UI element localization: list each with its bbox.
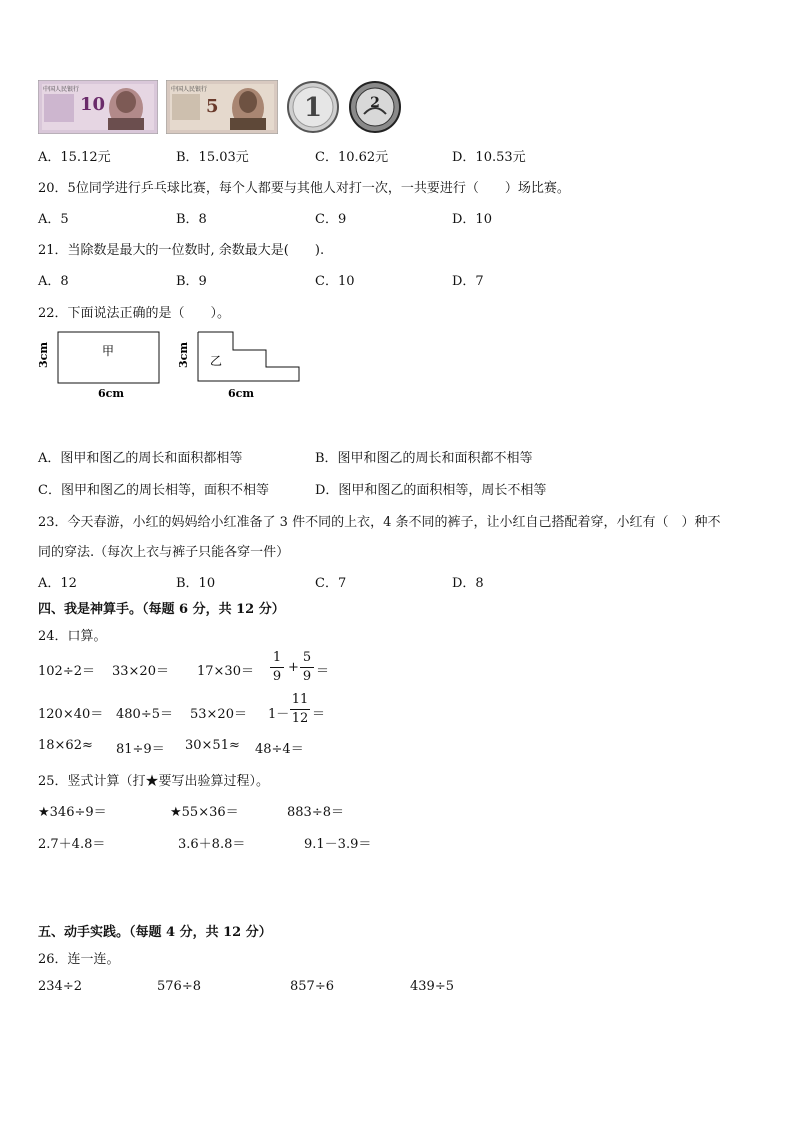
mental-calc-item: 480÷5＝: [116, 707, 173, 722]
q19-option-b[interactable]: B．15.03元: [176, 150, 249, 165]
note-value-text: 5: [206, 96, 219, 117]
question-21-text: 21．当除数是最大的一位数时, 余数最大是( ).: [38, 243, 325, 258]
q20-option-a[interactable]: A．5: [38, 212, 69, 227]
section-5-title: 五、动手实践。（每题 4 分，共 12 分）: [38, 925, 272, 940]
q21-option-a[interactable]: A．8: [38, 274, 69, 289]
vertical-calc-item: 3.6＋8.8＝: [178, 837, 246, 852]
figure-yi-height-label: 3cm: [177, 342, 190, 368]
q20-option-b[interactable]: B．8: [176, 212, 207, 227]
question-26-title: 26．连一连。: [38, 952, 120, 967]
q19-option-c[interactable]: C．10.62元: [315, 150, 389, 165]
figure-yi-width-label: 6cm: [228, 387, 254, 400]
fraction-eleven-twelfths: 11 12: [291, 692, 309, 726]
question-23-text-line2: 同的穿法.（每次上衣与裤子只能各穿一件）: [38, 545, 290, 560]
figure-jia-height-label: 3cm: [37, 342, 50, 368]
question-25-title: 25．竖式计算（打★要写出验算过程）。: [38, 774, 270, 789]
q22-option-c[interactable]: C．图甲和图乙的周长相等，面积不相等: [38, 483, 269, 498]
mental-calc-item: 48÷4＝: [255, 742, 304, 757]
figure-yi: [175, 330, 305, 402]
fraction-five-ninths: 5 9: [300, 650, 314, 685]
question-23-text-line1: 23．今天春游，小红的妈妈给小红准备了 3 件不同的上衣，4 条不同的裤子，让小红自己搭配着穿，小红有（ ）种不: [38, 515, 721, 530]
coin-value-text: 1: [303, 93, 323, 123]
mental-calc-item: 81÷9＝: [116, 742, 165, 757]
mental-calc-item: 18×62≈: [38, 738, 93, 753]
question-20-text: 20．5位同学进行乒乓球比赛，每个人都要与其他人对打一次，一共要进行（ ）场比赛。: [38, 181, 570, 196]
q21-option-b[interactable]: B．9: [176, 274, 207, 289]
mental-calc-item: 17×30＝: [197, 664, 254, 679]
one-minus: 1－: [268, 707, 290, 722]
note-value-text: 10: [80, 94, 106, 115]
note-header-text: 中国人民银行: [43, 86, 80, 93]
plus-sign: +: [288, 660, 299, 675]
two-fen-coin-image: [348, 80, 402, 134]
figure-jia-width-label: 6cm: [98, 387, 124, 400]
coin-value-text: 2: [370, 95, 380, 111]
equals-sign: ＝: [316, 664, 330, 679]
matching-item[interactable]: 576÷8: [157, 979, 201, 994]
vertical-calc-item: ★346÷9＝: [38, 805, 107, 820]
figure-jia: [36, 330, 166, 402]
q22-option-d[interactable]: D．图甲和图乙的面积相等，周长不相等: [315, 483, 547, 498]
q21-option-c[interactable]: C．10: [315, 274, 355, 289]
q20-option-d[interactable]: D．10: [452, 212, 492, 227]
mental-calc-item: 102÷2＝: [38, 664, 95, 679]
note-header-text: 中国人民银行: [171, 86, 208, 93]
vertical-calc-item: ★55×36＝: [170, 805, 239, 820]
figure-jia-label: 甲: [102, 344, 115, 358]
mental-calc-item: 30×51≈: [185, 738, 240, 753]
mental-calc-item: 53×20＝: [190, 707, 247, 722]
q19-option-a[interactable]: A．15.12元: [38, 150, 111, 165]
matching-item[interactable]: 234÷2: [38, 979, 82, 994]
q22-option-a[interactable]: A．图甲和图乙的周长和面积都相等: [38, 451, 243, 466]
one-yuan-coin-image: [286, 80, 340, 134]
q21-option-d[interactable]: D．7: [452, 274, 484, 289]
figure-yi-label: 乙: [210, 354, 223, 368]
q23-option-c[interactable]: C．7: [315, 576, 347, 591]
question-22-text: 22．下面说法正确的是（ ）。: [38, 306, 231, 321]
vertical-calc-item: 883÷8＝: [287, 805, 344, 820]
five-yuan-note-image: [166, 80, 278, 134]
mental-calc-item: 120×40＝: [38, 707, 104, 722]
section-4-title: 四、我是神算手。（每题 6 分，共 12 分）: [38, 602, 285, 617]
q22-option-b[interactable]: B．图甲和图乙的周长和面积都不相等: [315, 451, 533, 466]
q19-option-d[interactable]: D．10.53元: [452, 150, 526, 165]
fraction-one-ninth: 1 9: [270, 650, 284, 685]
vertical-calc-item: 2.7＋4.8＝: [38, 837, 106, 852]
question-24-title: 24．口算。: [38, 629, 107, 644]
ten-yuan-note-image: [38, 80, 158, 134]
vertical-calc-item: 9.1－3.9＝: [304, 837, 372, 852]
q23-option-d[interactable]: D．8: [452, 576, 484, 591]
q23-option-a[interactable]: A．12: [38, 576, 77, 591]
mental-calc-item: 33×20＝: [112, 664, 169, 679]
matching-item[interactable]: 857÷6: [290, 979, 334, 994]
q20-option-c[interactable]: C．9: [315, 212, 347, 227]
equals-sign: ＝: [312, 707, 326, 722]
matching-item[interactable]: 439÷5: [410, 979, 454, 994]
q23-option-b[interactable]: B．10: [176, 576, 216, 591]
